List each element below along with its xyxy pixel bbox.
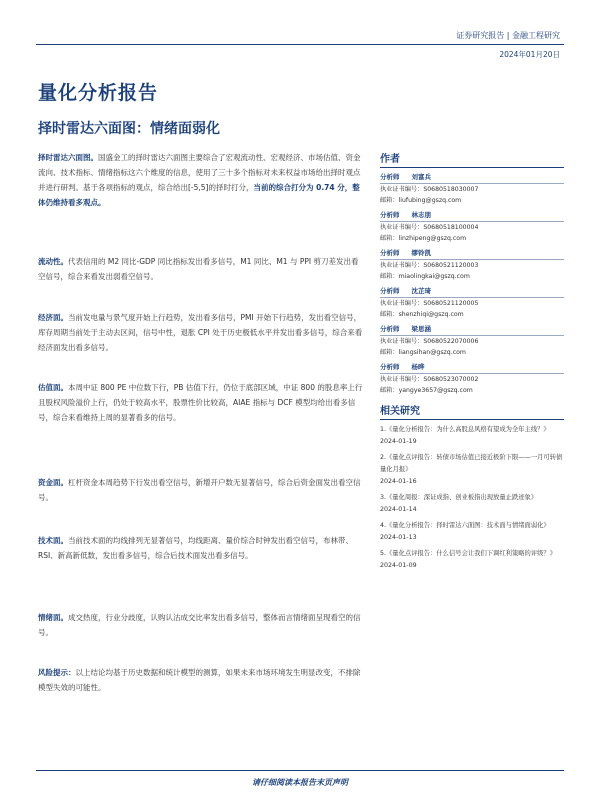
section-keyword: 经济面。: [38, 313, 68, 322]
related-text[interactable]: 1.《量化分析报告：为什么高股息风格有望成为全年主线？》: [380, 426, 550, 433]
analyst-card: [380, 171, 564, 206]
analyst-cert: S0680521120003: [423, 262, 479, 269]
analyst-email[interactable]: yangye3657@gszq.com: [398, 387, 473, 394]
section-sentiment: [38, 610, 364, 640]
analyst-cert: S0680522070006: [423, 338, 479, 345]
section-text: 以上结论均基于历史数据和统计模型的测算，如果未来市场环境发生明显改变，不排除模型失效的可能性。: [38, 668, 361, 692]
section-keyword: 估值面。: [38, 383, 68, 392]
section-text: 本周中证 800 PE 中位数下行，PB 估值下行，仍位于底部区域，中证 800 的股息率上行且股权风险溢价上行，仍处于较高水平，股票性价比较高，AIAE 指标与 DCF 模型均给出看多信号，综合来看维持上周的显著看多的信号。: [38, 383, 363, 422]
analyst-email[interactable]: miaolingkai@gszq.com: [398, 273, 470, 280]
analyst-role: 分析师: [380, 211, 400, 219]
cert-label: 执业证书编号：: [380, 186, 424, 193]
footer-rule: [36, 770, 564, 771]
section-liquidity: [38, 254, 364, 284]
section-keyword: 风险提示：: [38, 668, 76, 677]
section-text: 当前技术面的均线排列无显著信号，均线距离、量价综合时钟发出看空信号，布林带、RSI、新高新低数，发出看多信号，综合后技术面发出看多信号。: [38, 536, 353, 560]
section-capital: [38, 475, 364, 505]
analyst-role: 分析师: [380, 287, 400, 295]
report-title: 量化分析报告: [38, 82, 159, 104]
analyst-cert: S0680518100004: [423, 224, 479, 231]
analyst-cert: S0680521120005: [423, 300, 479, 307]
analyst-role: 分析师: [380, 363, 400, 371]
cert-label: 执业证书编号：: [380, 300, 424, 307]
analyst-role: 分析师: [380, 173, 400, 181]
related-item[interactable]: [380, 452, 564, 488]
email-label: 邮箱：: [380, 197, 399, 204]
section-technical: [38, 533, 364, 563]
email-label: 邮箱：: [380, 311, 399, 318]
related-date: 2024-01-13: [380, 534, 417, 541]
section-keyword: 情绪面。: [38, 613, 68, 622]
section-risk: [38, 665, 364, 695]
email-label: 邮箱：: [380, 349, 399, 356]
section-text: 成交热度，行业分歧度，认购认沽成交比率发出看多信号，整体而言情绪面呈现看空的信号。: [38, 613, 361, 637]
section-keyword: 择时雷达六面图。: [38, 153, 98, 162]
analyst-role: 分析师: [380, 325, 400, 333]
cert-label: 执业证书编号：: [380, 338, 424, 345]
analyst-name: 林志朋: [411, 211, 431, 219]
section-text: 代表信用的 M2 同比-GDP 同比指标发出看多信号，M1 同比、M1 与 PPI 剪刀差发出看空信号，综合来看发出弱看空信号。: [38, 257, 359, 281]
section-text: 国盛金工的择时雷达六面图主要综合了宏观流动性、宏观经济、市场估值、资金流向、技术指标、情绪指标这六个维度的信息，使用了三十多个指标对未来权益市场给出择时观点并进行研判。基于各项指标的观点，综合给出[-5,5]的择时打分，: [38, 153, 361, 192]
related-title: 相关研究: [380, 402, 564, 420]
email-label: 邮箱：: [380, 387, 399, 394]
email-label: 邮箱：: [380, 235, 399, 242]
analyst-email[interactable]: liufubing@gszq.com: [398, 197, 462, 204]
related-text[interactable]: 4.《量化分析报告：择时雷达六面图：技术面与情绪面弱化》: [380, 522, 550, 529]
related-item[interactable]: [380, 424, 564, 448]
analyst-email[interactable]: linzhipeng@gszq.com: [398, 235, 467, 242]
analyst-card: [380, 285, 564, 320]
header-label: 证券研究报告 | 金融工程研究: [456, 31, 560, 40]
related-text[interactable]: 5.《量化点评报告：什么信号会让我们下调红利策略的评级？》: [380, 550, 557, 557]
analyst-email[interactable]: liangsihan@gszq.com: [398, 349, 466, 356]
section-radar: [38, 150, 364, 210]
section-text: 当前发电量与景气度开始上行趋势，发出看多信号，PMI 开始下行趋势，发出看空信号，库存周期当前处于主动去区间，信号中性，退胀 CPI 处于历史极低水平并发出看多信号，综合来看经济面发出看多信号。: [38, 313, 363, 352]
section-keyword: 资金面。: [38, 478, 68, 487]
section-highlight: 当前的综合打分为 0.74 分，整体仍维持看多观点。: [38, 183, 360, 207]
report-date: 2024年01月20日: [499, 50, 560, 59]
analyst-card: [380, 209, 564, 244]
email-label: 邮箱：: [380, 273, 399, 280]
section-economy: [38, 310, 364, 355]
analyst-card: [380, 361, 564, 396]
report-subtitle: 择时雷达六面图：情绪面弱化: [38, 121, 220, 137]
related-text[interactable]: 2.《量化点评报告：转债市场估值已接近极阶下限——一月可转债量化月报》: [380, 454, 563, 473]
cert-label: 执业证书编号：: [380, 376, 424, 383]
cert-label: 执业证书编号：: [380, 262, 424, 269]
header-rule: [36, 44, 564, 45]
analyst-email[interactable]: shenzhiqi@gszq.com: [398, 311, 464, 318]
analyst-card: [380, 323, 564, 358]
analyst-cert: S0680518030007: [423, 186, 479, 193]
related-text[interactable]: 3.《量化周报：深证成指、创业板指出现放量止跌迹象》: [380, 494, 538, 501]
analyst-name: 缪铃凯: [411, 249, 431, 257]
analyst-role: 分析师: [380, 249, 400, 257]
related-item[interactable]: [380, 520, 564, 544]
section-keyword: 技术面。: [38, 536, 68, 545]
analyst-name: 沈芷琦: [411, 287, 431, 295]
cert-label: 执业证书编号：: [380, 224, 424, 231]
analyst-cert: S0680523070002: [423, 376, 479, 383]
authors-title: 作者: [380, 150, 564, 168]
related-date: 2024-01-16: [380, 478, 417, 485]
related-date: 2024-01-14: [380, 506, 417, 513]
section-valuation: [38, 380, 364, 425]
analyst-name: 杨晔: [411, 363, 425, 371]
analyst-name: 刘富兵: [411, 173, 431, 181]
footer-disclaimer: 请仔细阅读本报告末页声明: [252, 778, 348, 787]
analyst-name: 梁思涵: [411, 325, 431, 333]
section-text: 杠杆资金本周趋势下行发出看空信号，新增开户数无显著信号，综合后资金面发出看空信号。: [38, 478, 361, 502]
sidebar: [380, 150, 564, 572]
analyst-card: [380, 247, 564, 282]
related-date: 2024-01-09: [380, 562, 417, 569]
related-item[interactable]: [380, 492, 564, 516]
related-item[interactable]: [380, 548, 564, 572]
related-date: 2024-01-19: [380, 438, 417, 445]
section-keyword: 流动性。: [38, 257, 68, 266]
